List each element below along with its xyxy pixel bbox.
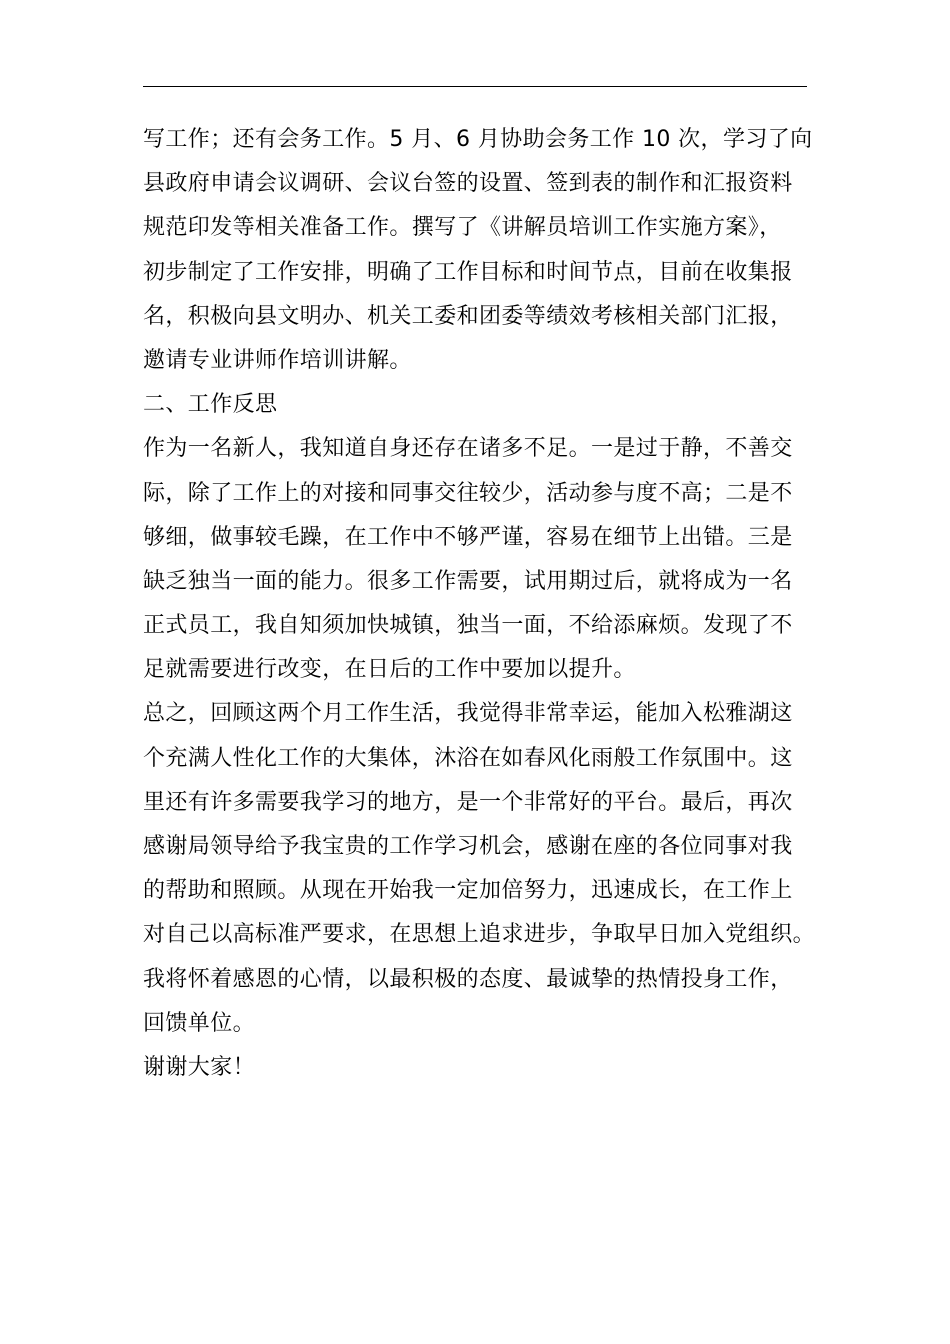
text-line: 的帮助和照顾。从现在开始我一定加倍努力，迅速成长，在工作上: [143, 878, 793, 904]
text-line: 足就需要进行改变，在日后的工作中要加以提升。: [143, 657, 636, 683]
text-line: 规范印发等相关准备工作。撰写了《讲解员培训工作实施方案》，: [143, 215, 782, 241]
text-line: 总之，回顾这两个月工作生活，我觉得非常幸运，能加入松雅湖这: [143, 701, 793, 727]
text-line: 邀请专业讲师作培训讲解。: [143, 347, 412, 373]
text-line: 我将怀着感恩的心情，以最积极的态度、最诚挚的热情投身工作，: [143, 966, 793, 992]
header-rule: [143, 86, 807, 87]
text-line: 正式员工，我自知须加快城镇，独当一面，不给添麻烦。发现了不: [143, 613, 793, 639]
text-line: 写工作；还有会务工作。5 月、6 月协助会务工作 10 次，学习了向: [143, 127, 813, 152]
text-line: 初步制定了工作安排，明确了工作目标和时间节点，目前在收集报: [143, 259, 793, 285]
closing-line: 谢谢大家！: [143, 1054, 256, 1080]
text-line: 际，除了工作上的对接和同事交往较少，活动参与度不高；二是不: [143, 480, 793, 506]
text-line: 个充满人性化工作的大集体，沐浴在如春风化雨般工作氛围中。这: [143, 745, 793, 771]
body-text: [143, 118, 833, 1090]
text-line: 县政府申请会议调研、会议台签的设置、签到表的制作和汇报资料: [143, 171, 793, 197]
text-line: 够细，做事较毛躁，在工作中不够严谨，容易在细节上出错。三是: [143, 524, 793, 550]
text-line: 回馈单位。: [143, 1010, 256, 1036]
text-line: 缺乏独当一面的能力。很多工作需要，试用期过后，就将成为一名: [143, 568, 793, 594]
text-line: 感谢局领导给予我宝贵的工作学习机会，感谢在座的各位同事对我: [143, 834, 793, 859]
text-line: 名，积极向县文明办、机关工委和团委等绩效考核相关部门汇报，: [143, 303, 793, 329]
section-heading: 二、工作反思: [143, 392, 278, 418]
text-line: 里还有许多需要我学习的地方，是一个非常好的平台。最后，再次: [143, 789, 793, 815]
text-line: 作为一名新人，我知道自身还存在诸多不足。一是过于静，不善交: [143, 436, 793, 462]
text-line: 对自己以高标准严要求，在思想上追求进步，争取早日加入党组织。: [143, 922, 816, 948]
